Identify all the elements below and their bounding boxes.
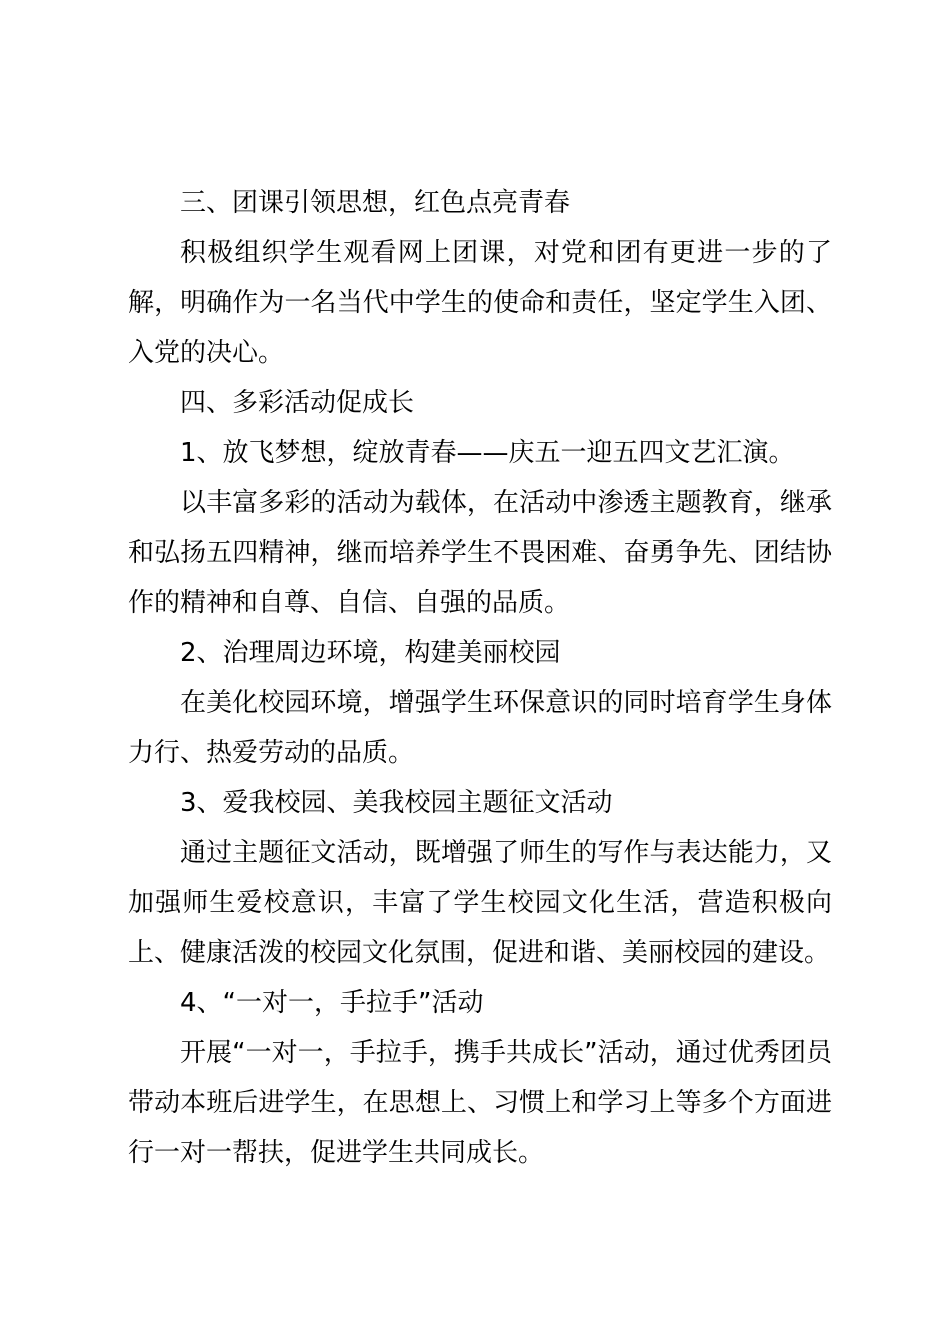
- section-3-body: 积极组织学生观看网上团课，对党和团有更进一步的了解，明确作为一名当代中学生的使命和责任，坚定学生入团、入党的决心。: [128, 238, 832, 368]
- item-2-body: 在美化校园环境，增强学生环保意识的同时培育学生身体力行、热爱劳动的品质。: [128, 688, 832, 768]
- section-3-heading: 三、团课引领思想，红色点亮青春: [180, 188, 571, 218]
- item-1-heading: 1、放飞梦想，绽放青春——庆五一迎五四文艺汇演。: [180, 438, 795, 468]
- item-3-body: 通过主题征文活动，既增强了师生的写作与表达能力，又加强师生爱校意识，丰富了学生校园文化生活，营造积极向上、健康活泼的校园文化氛围，促进和谐、美丽校园的建设。: [128, 838, 832, 968]
- item-4-body: 开展“一对一，手拉手，携手共成长”活动，通过优秀团员带动本班后进学生，在思想上、习惯上和学习上等多个方面进行一对一帮扶，促进学生共同成长。: [128, 1038, 832, 1168]
- document-page: [128, 178, 832, 1178]
- item-3-heading: 3、爱我校园、美我校园主题征文活动: [180, 788, 613, 818]
- item-4-heading: 4、“一对一，手拉手”活动: [180, 988, 484, 1018]
- item-2-heading: 2、治理周边环境，构建美丽校园: [180, 638, 561, 668]
- section-4-heading: 四、多彩活动促成长: [180, 388, 415, 418]
- item-1-body: 以丰富多彩的活动为载体，在活动中渗透主题教育，继承和弘扬五四精神，继而培养学生不畏困难、奋勇争先、团结协作的精神和自尊、自信、自强的品质。: [128, 488, 832, 618]
